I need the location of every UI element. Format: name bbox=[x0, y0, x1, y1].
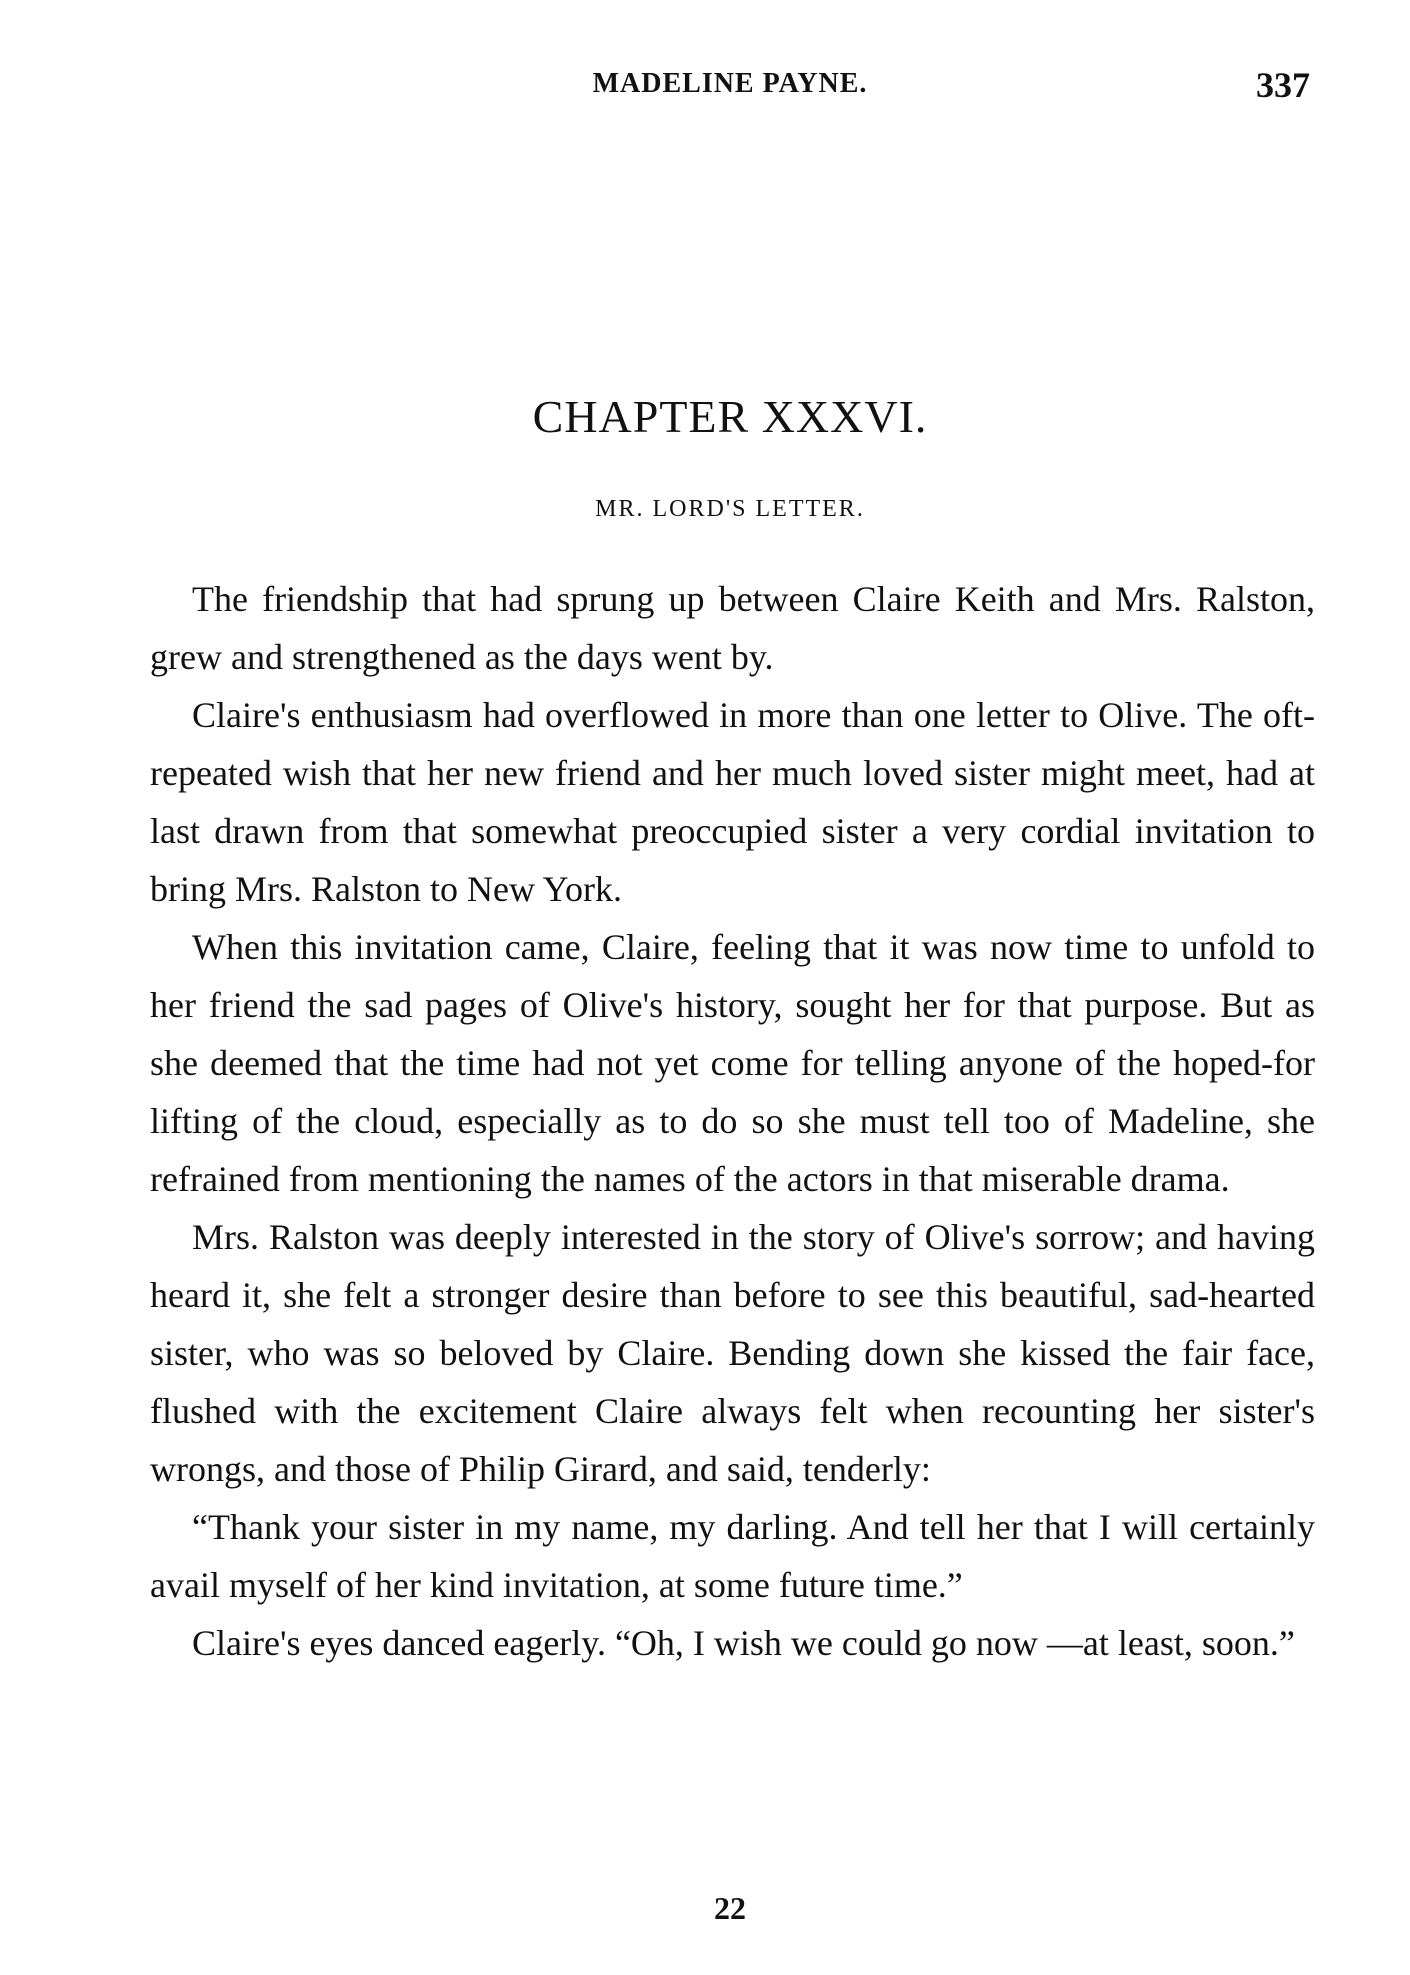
running-header bbox=[150, 64, 1310, 104]
chapter-subtitle: MR. LORD'S LETTER. bbox=[595, 496, 865, 522]
paragraph: Mrs. Ralston was deeply interested in the story of Olive's sorrow; and having heard it, she felt a stronger desire than before to see this beautiful, sad-hearted sister, who was so beloved by Claire. Bending down she kissed the fair face, flushed with the excitement Claire always felt when recounting her sister's wrongs, and those of Philip Girard, and said, tenderly: bbox=[150, 1217, 1315, 1489]
paragraph: Claire's eyes danced eagerly. “Oh, I wish we could go now —at least, soon.” bbox=[192, 1623, 1295, 1663]
paragraph: Claire's enthusiasm had overflowed in more than one letter to Olive. The oft-repeated wish that her new friend and her much loved sister might meet, had at last drawn from that somewhat preoccupied sister a very cordial invitation to bring Mrs. Ralston to New York. bbox=[150, 695, 1315, 909]
paragraph: When this invitation came, Claire, feeling that it was now time to unfold to her friend the sad pages of Olive's history, sought her for that purpose. But as she deemed that the time had not yet come for telling anyone of the hoped-for lifting of the cloud, especially as to do so she must tell too of Madeline, she refrained from mentioning the names of the actors in that miserable drama. bbox=[150, 927, 1315, 1199]
running-title: MADELINE PAYNE. bbox=[592, 68, 868, 99]
paragraph: “Thank your sister in my name, my darling. And tell her that I will certainly avail myself of her kind invitation, at some future time.” bbox=[150, 1507, 1315, 1605]
page-number: 337 bbox=[1256, 65, 1310, 105]
paragraph: The friendship that had sprung up between Claire Keith and Mrs. Ralston, grew and strengthened as the days went by. bbox=[150, 579, 1315, 677]
body-text bbox=[150, 570, 1315, 1672]
signature-mark: 22 bbox=[714, 1890, 746, 1926]
chapter-title: CHAPTER XXXVI. bbox=[532, 391, 928, 442]
